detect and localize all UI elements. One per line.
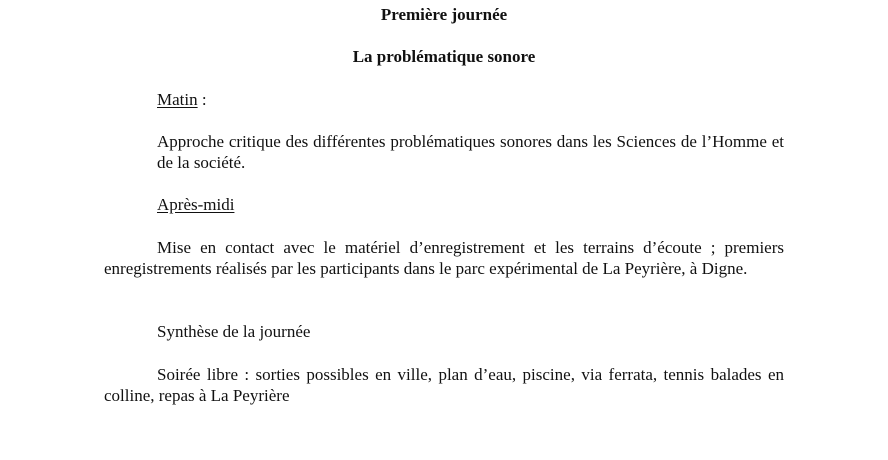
morning-text: Approche critique des différentes problématiques sonores dans les Sciences de l’Homme et de la société. [157, 132, 784, 172]
synthesis-text: Synthèse de la journée [157, 322, 311, 341]
afternoon-text: Mise en contact avec le matériel d’enregistrement et les terrains d’écoute ; premiers enregistrements réalisés par les participants dans le parc expérimental de La Peyrière, à Digne. [104, 238, 784, 278]
morning-label-suffix: : [197, 90, 207, 109]
afternoon-heading: Après-midi [157, 195, 235, 214]
evening-text: Soirée libre : sorties possibles en ville, plan d’eau, piscine, via ferrata, tennis balades en colline, repas à La Peyrière [104, 365, 784, 405]
day-subtitle: La problématique sonore [352, 47, 536, 66]
day-title: Première journée [380, 5, 508, 24]
morning-label: Matin [157, 90, 198, 109]
morning-heading [157, 89, 207, 110]
